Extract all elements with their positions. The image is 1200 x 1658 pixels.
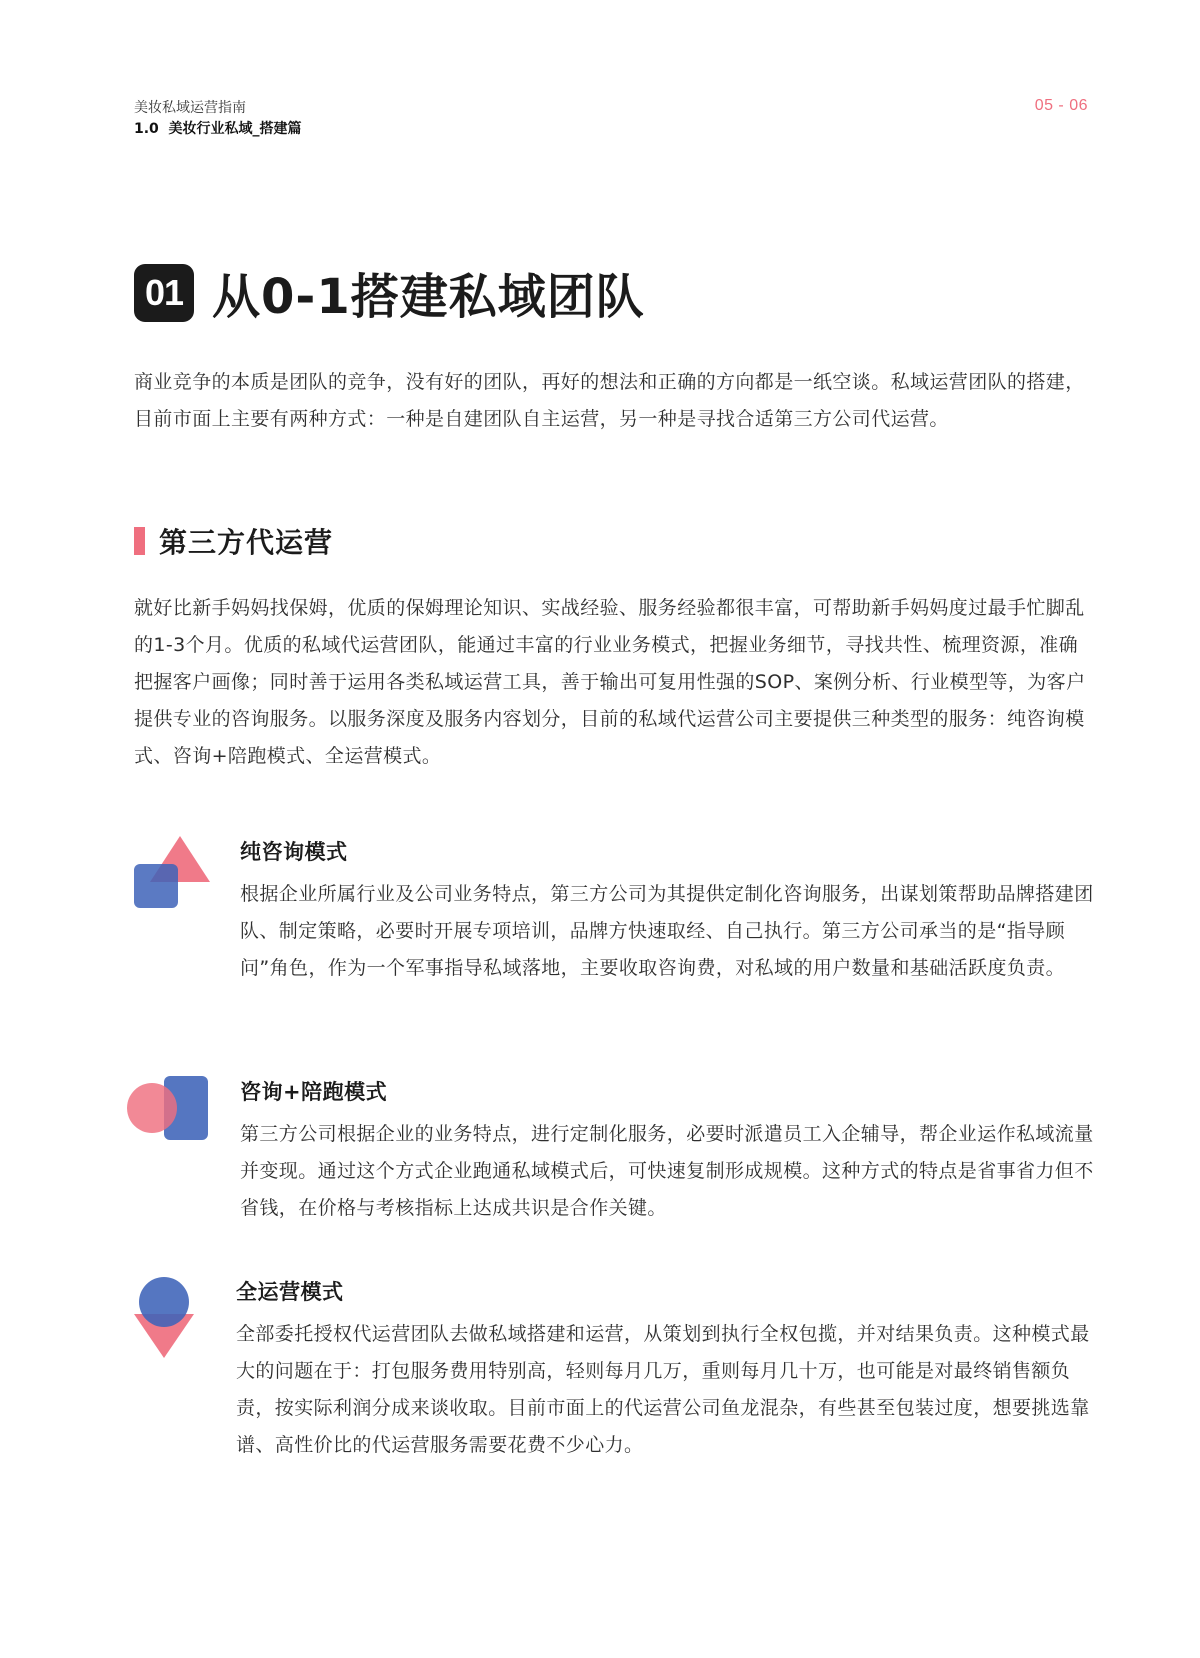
mode-title-consulting-plus: 咨询+陪跑模式 xyxy=(240,1080,388,1104)
mode-desc-consulting-plus: 第三方公司根据企业的业务特点，进行定制化服务，必要时派遣员工入企辅导，帮企业运作私域流量并变现。通过这个方式企业跑通私域模式后，可快速复制形成规模。这种方式的特点是省事省力但不省钱，在价格与考核指标上达成共识是合作关键。 xyxy=(240,1123,1094,1219)
section-heading xyxy=(134,258,645,327)
chapter-subtitle: 1.0 美妆行业私域_搭建篇 xyxy=(134,121,302,137)
circle-rect-icon xyxy=(126,1076,210,1142)
third-party-paragraph: 就好比新手妈妈找保姆，优质的保姆理论知识、实战经验、服务经验都很丰富，可帮助新手妈妈度过最手忙脚乱的1-3个月。优质的私域代运营团队，能通过丰富的行业业务模式，把握业务细节，寻找共性、梳理资源，准确把握客户画像；同时善于运用各类私域运营工具，善于输出可复用性强的SOP、案例分析、行业模型等，为客户提供专业的咨询服务。以服务深度及服务内容划分，目前的私域代运营公司主要提供三种类型的服务：纯咨询模式、咨询+陪跑模式、全运营模式。 xyxy=(134,597,1086,767)
document-title: 美妆私域运营指南 xyxy=(134,100,246,116)
subsection-title: 第三方代运营 xyxy=(159,526,334,559)
intro-paragraph: 商业竞争的本质是团队的竞争，没有好的团队，再好的想法和正确的方向都是一纸空谈。私域运营团队的搭建，目前市面上主要有两种方式：一种是自建团队自主运营，另一种是寻找合适第三方公司代运营。 xyxy=(134,371,1085,430)
section-number-badge: 01 xyxy=(134,264,194,322)
mode-desc-consulting: 根据企业所属行业及公司业务特点，第三方公司为其提供定制化咨询服务，出谋划策帮助品牌搭建团队、制定策略，必要时开展专项培训，品牌方快速取经、自己执行。第三方公司承当的是“指导顾问”角色，作为一个军事指导私域落地，主要收取咨询费，对私域的用户数量和基础活跃度负责。 xyxy=(240,883,1094,979)
mode-title-consulting: 纯咨询模式 xyxy=(240,840,348,864)
subsection-heading xyxy=(134,521,333,561)
mode-title-full-operation: 全运营模式 xyxy=(236,1280,344,1304)
page-header xyxy=(134,98,302,140)
triangle-square-icon xyxy=(134,836,210,912)
page-number: 05 - 06 xyxy=(1034,97,1088,114)
circle-triangle-icon xyxy=(134,1276,194,1360)
heading-accent-bar xyxy=(134,527,145,555)
section-title: 从0-1搭建私域团队 xyxy=(212,269,645,325)
mode-desc-full-operation: 全部委托授权代运营团队去做私域搭建和运营，从策划到执行全权包揽，并对结果负责。这种模式最大的问题在于：打包服务费用特别高，轻则每月几万，重则每月几十万，也可能是对最终销售额负责，按实际利润分成来谈收取。目前市面上的代运营公司鱼龙混杂，有些甚至包装过度，想要挑选靠谱、高性价比的代运营服务需要花费不少心力。 xyxy=(236,1323,1090,1456)
